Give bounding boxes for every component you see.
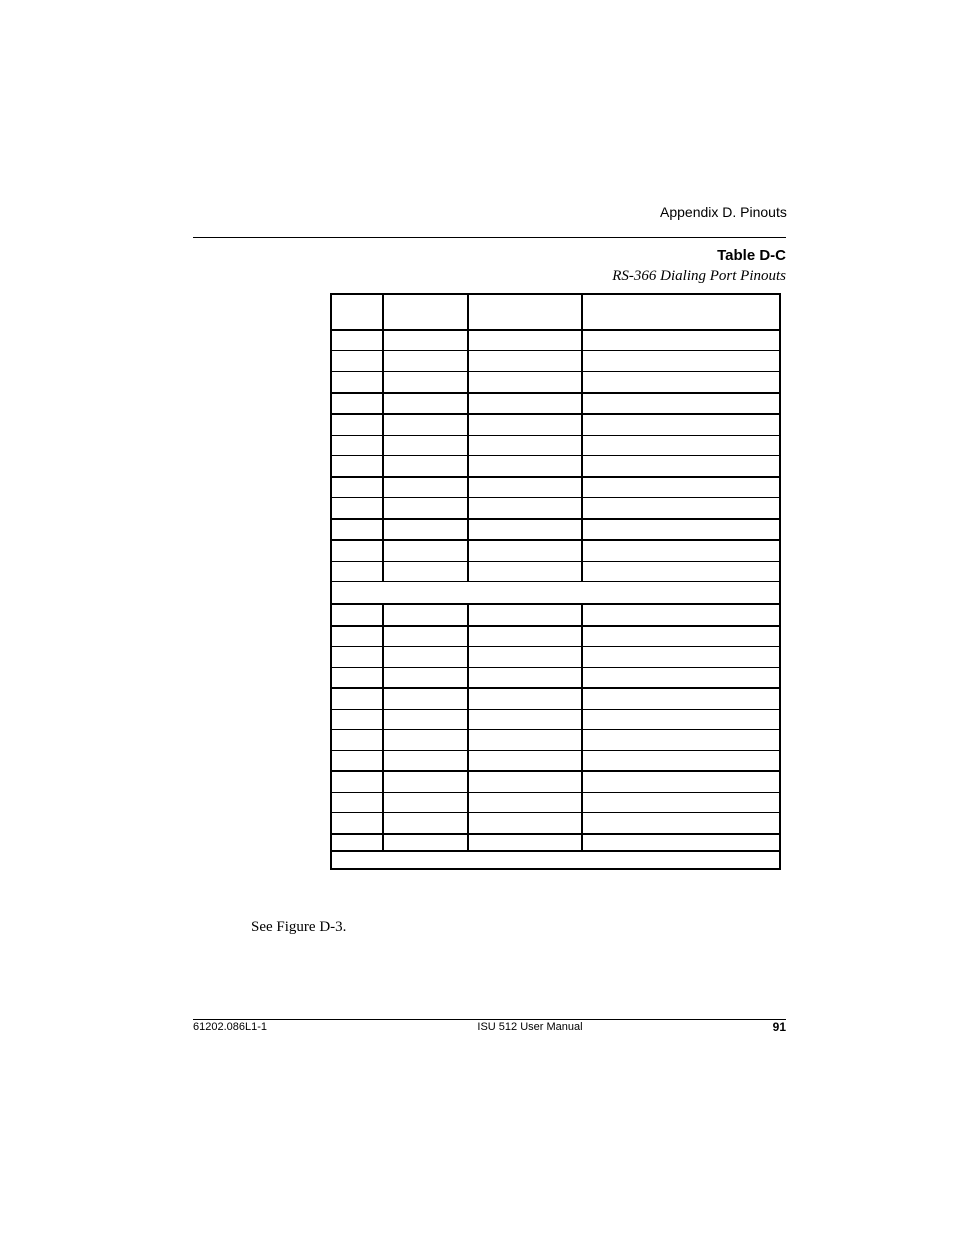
pinout-table	[330, 293, 781, 870]
table-row	[331, 709, 780, 730]
table-title: RS-366 Dialing Port Pinouts	[612, 268, 786, 284]
figure-reference-text: See Figure D-3.	[251, 919, 347, 935]
page-number: 91	[772, 1020, 786, 1034]
table-row	[331, 750, 780, 771]
table-row	[331, 456, 780, 477]
table-row	[331, 688, 780, 709]
header-rule	[193, 237, 786, 238]
table-note-row	[331, 851, 780, 869]
table-row	[331, 372, 780, 393]
table-row	[331, 393, 780, 415]
table-row	[331, 519, 780, 541]
table-row	[331, 351, 780, 372]
table-row	[331, 730, 780, 751]
table-row	[331, 813, 780, 834]
table-row	[331, 561, 780, 582]
table-header-row	[331, 294, 780, 330]
footer-manual-title: ISU 512 User Manual	[477, 1021, 583, 1033]
table-row	[331, 477, 780, 498]
table-row	[331, 435, 780, 456]
table-group-row	[331, 582, 780, 604]
table-row	[331, 771, 780, 792]
table-row	[331, 498, 780, 519]
header-cell-pin	[331, 294, 383, 330]
table-row	[331, 667, 780, 688]
footer-doc-number: 61202.086L1-1	[193, 1021, 268, 1033]
table-row	[331, 626, 780, 647]
table-row	[331, 330, 780, 351]
header-cell-direction	[468, 294, 582, 330]
table-row	[331, 540, 780, 561]
table-row	[331, 792, 780, 813]
header-cell-name	[383, 294, 468, 330]
header-cell-description	[582, 294, 780, 330]
table-row	[331, 604, 780, 626]
table-number: Table D-C	[717, 247, 786, 264]
table-row	[331, 414, 780, 435]
table-row	[331, 647, 780, 668]
running-header: Appendix D. Pinouts	[660, 204, 787, 220]
table-row	[331, 834, 780, 851]
